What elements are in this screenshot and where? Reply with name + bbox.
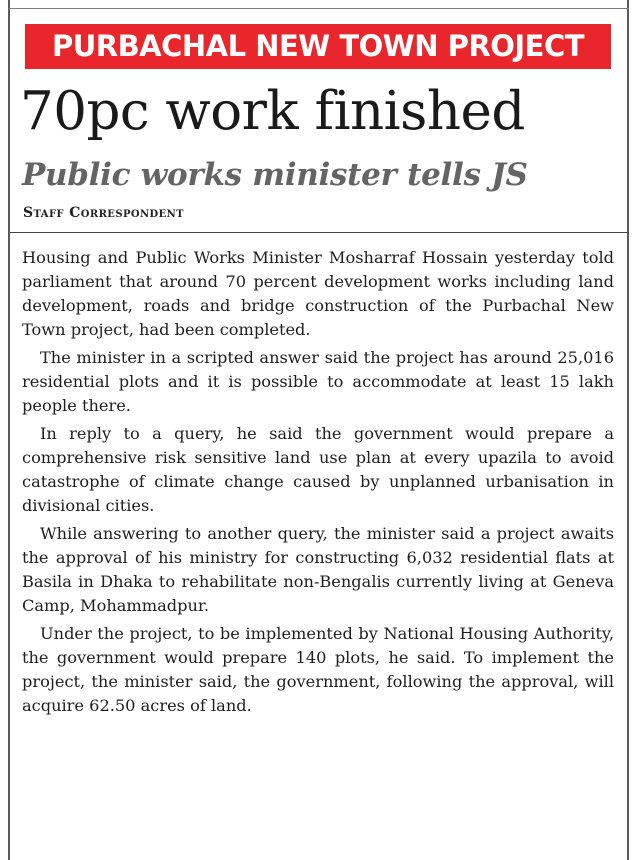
kicker-banner: PURBACHAL NEW TOWN PROJECT [25, 24, 611, 69]
paragraph-4: While answering to another query, the minister said a project awaits the approval of his ministry for constructing 6,032 residential flats at Basila in Dhaka to rehabilitate non-Bengalis currently living at Geneva Camp, Mohammadpur. [22, 524, 614, 615]
headline: 70pc work finished [20, 81, 525, 142]
byline: Staff Correspondent [23, 205, 185, 221]
top-border [8, 8, 629, 9]
right-border [627, 0, 629, 860]
paragraph-2: The minister in a scripted answer said the project has around 25,016 residential plots and it is possible to accommodate at least 15 lakh people there. [22, 348, 614, 415]
paragraph-3: In reply to a query, he said the government would prepare a comprehensive risk sensitive land use plan at every upazila to avoid catastrophe of climate change caused by unplanned urbanisation in divisional cities. [22, 424, 614, 515]
left-border [8, 0, 10, 860]
paragraph-1: Housing and Public Works Minister Mosharraf Hossain yesterday told parliament that around 70 percent development works including land development, roads and bridge construction of the Purbachal New Town project, had been completed. [22, 248, 614, 339]
article-body [22, 246, 614, 722]
byline-divider [10, 232, 629, 233]
paragraph-5: Under the project, to be implemented by National Housing Authority, the government would prepare 140 plots, he said. To implement the project, the minister said, the government, following the approval, will acquire 62.50 acres of land. [22, 624, 614, 715]
subheadline: Public works minister tells JS [22, 157, 528, 193]
